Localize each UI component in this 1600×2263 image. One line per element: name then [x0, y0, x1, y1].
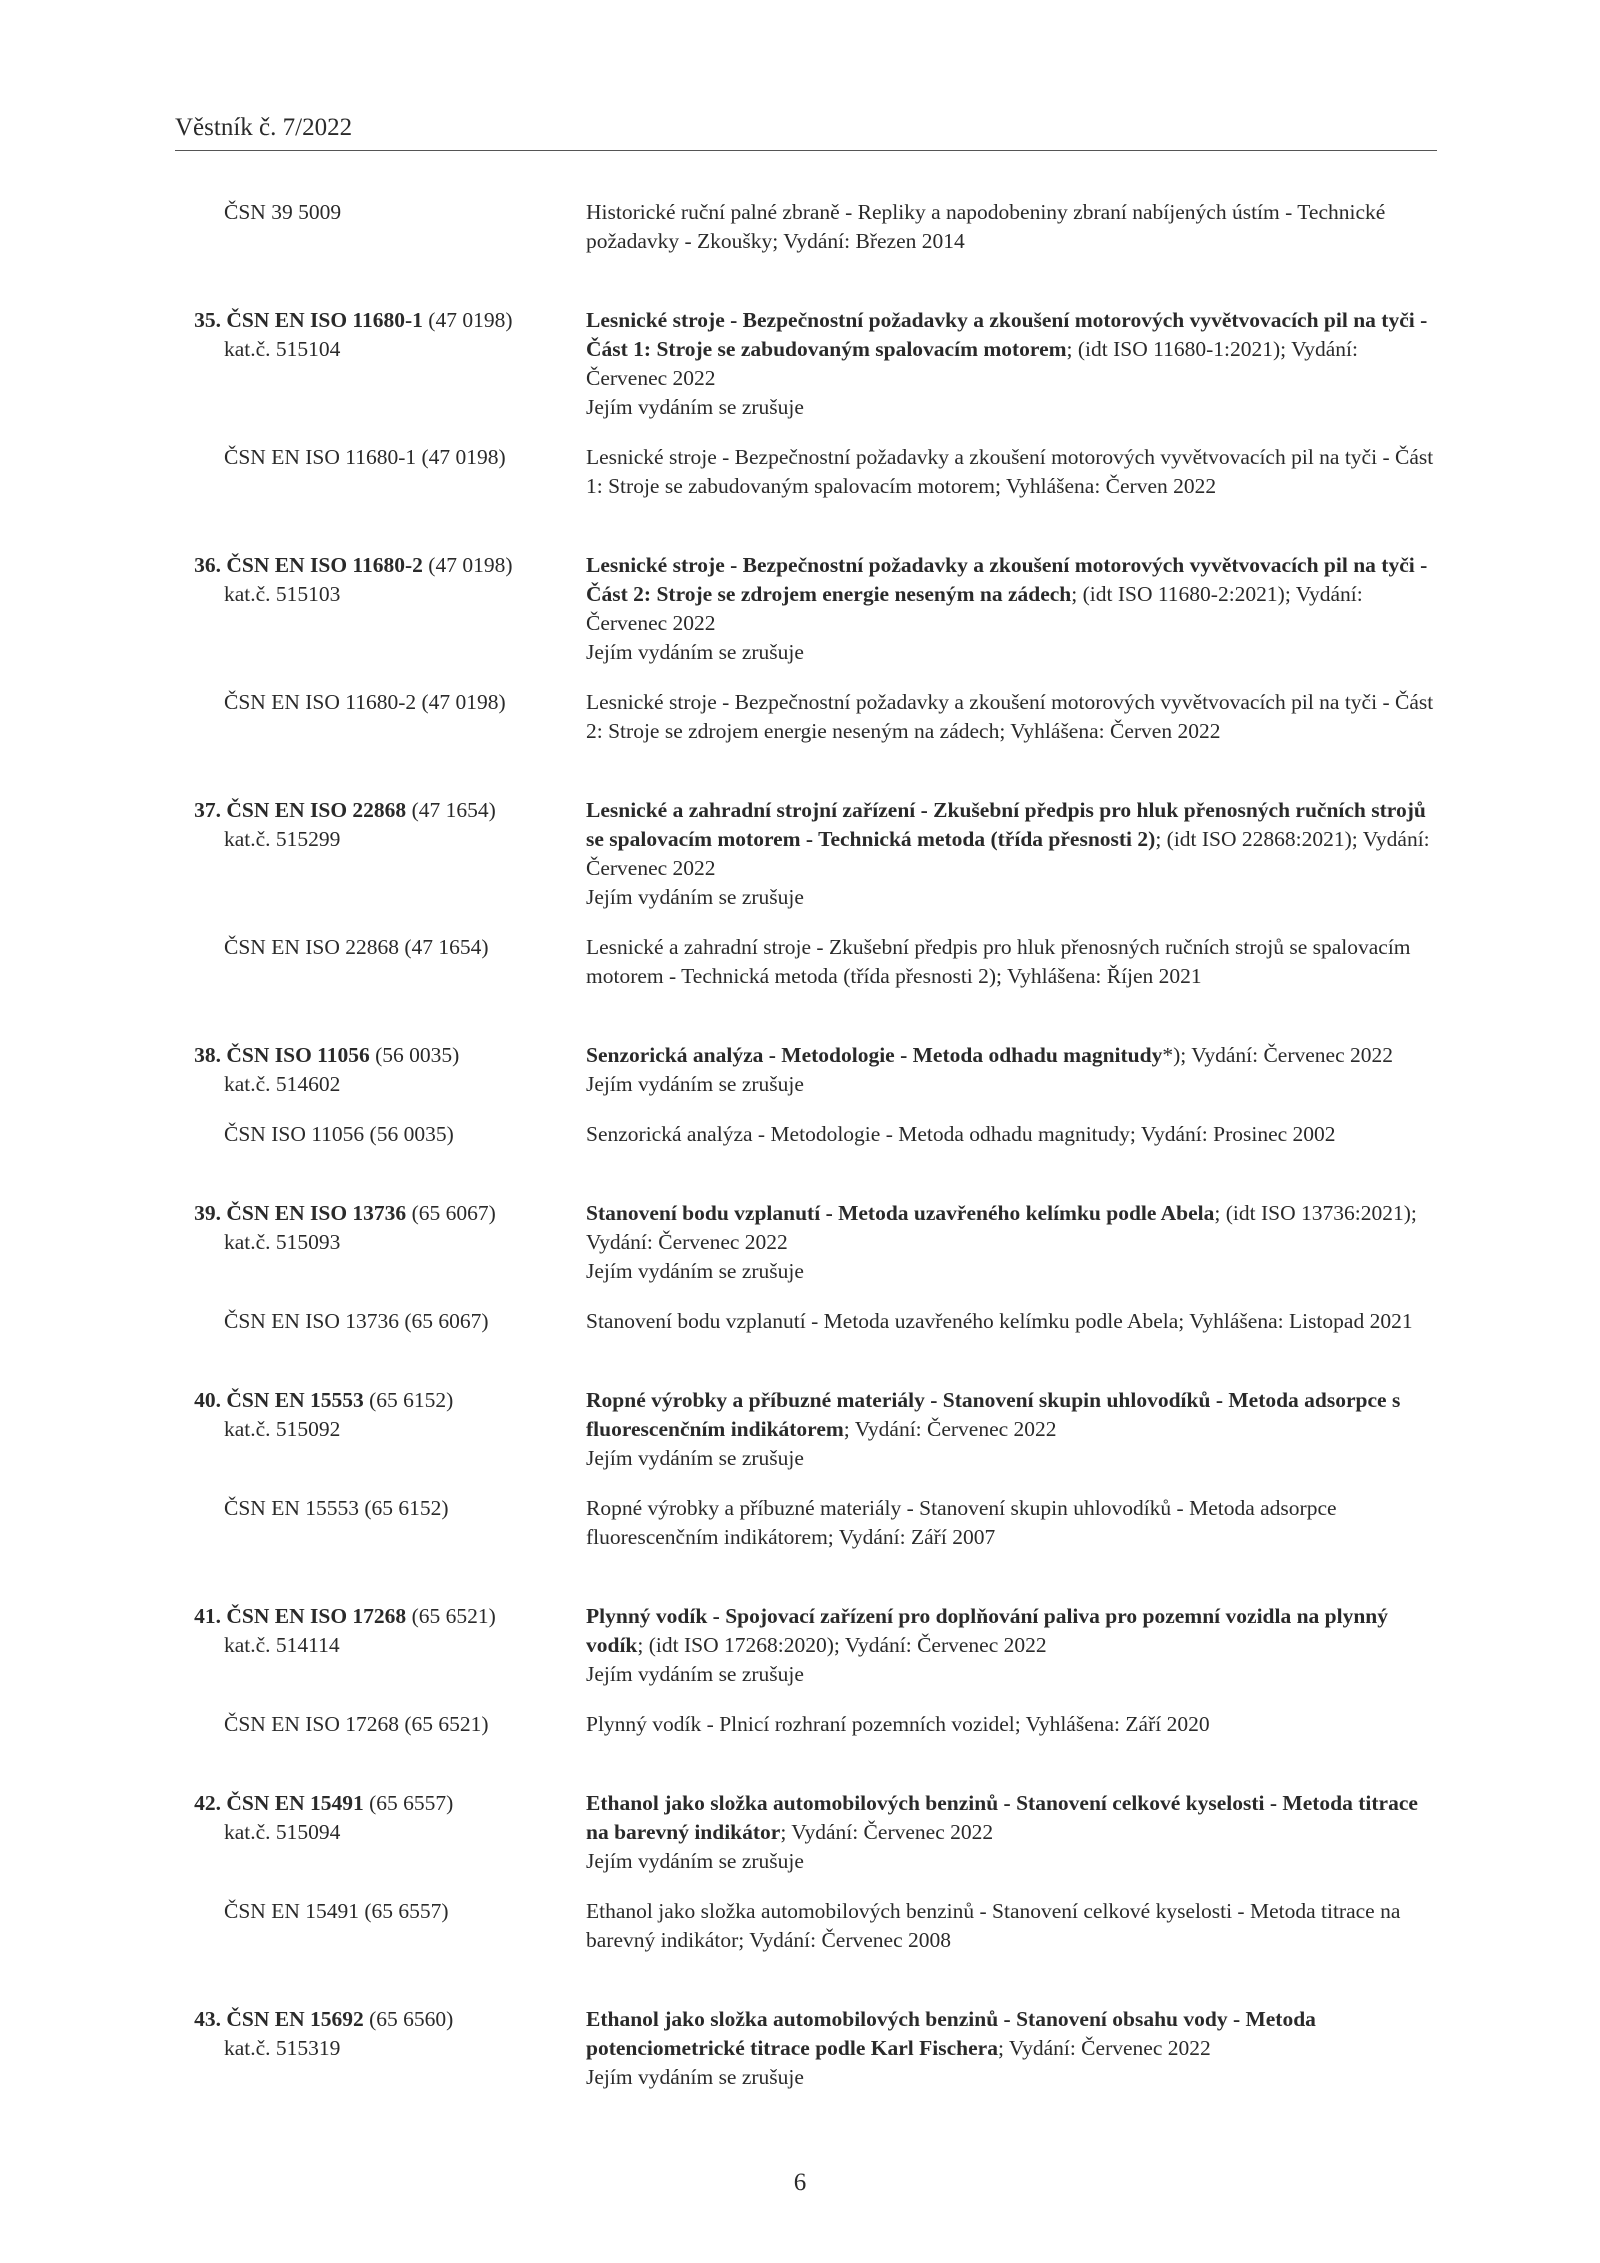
cancellation-note: Jejím vydáním se zrušuje	[586, 395, 804, 419]
standard-entry	[175, 551, 1437, 746]
classification-code: (47 0198)	[428, 553, 513, 577]
standard-code: ČSN EN ISO 11680-1	[226, 308, 423, 332]
standard-id-cell	[175, 1041, 586, 1099]
withdrawn-description: Lesnické a zahradní stroje - Zkušební předpis pro hluk přenosných ručních strojů se spalovacím motorem - Technická metoda (třída přesnosti 2); Vyhlášena: Říjen 2021	[586, 935, 1411, 988]
standard-entry	[175, 306, 1437, 501]
withdrawn-code-cell	[175, 198, 586, 256]
entry-number: 36.	[194, 553, 221, 577]
cancellation-note: Jejím vydáním se zrušuje	[586, 1662, 804, 1686]
classification-code: (65 6152)	[369, 1388, 454, 1412]
catalog-number: kat.č. 514602	[224, 1072, 341, 1096]
standard-title: Plynný vodík - Spojovací zařízení pro doplňování paliva pro pozemní vozidla na plynný vodík	[586, 1604, 1389, 1657]
standard-title: Lesnické stroje - Bezpečnostní požadavky a zkoušení motorových vyvětvovacích pil na tyči - Část 1: Stroje se zabudovaným spalovacím motorem	[586, 308, 1428, 361]
standards-list	[175, 198, 1437, 2142]
standard-id-line	[175, 796, 586, 825]
standard-entry	[175, 1199, 1437, 1336]
standard-publication-info: ; (idt ISO 13736:2021); Vydání: Červenec 2022	[586, 1201, 1417, 1254]
standard-entry	[175, 1041, 1437, 1149]
standard-id-line	[175, 2005, 586, 2034]
standard-id-line	[175, 1789, 586, 1818]
standard-code: ČSN EN 15491	[226, 1791, 364, 1815]
standard-id-cell	[175, 796, 586, 912]
standard-description	[586, 1041, 1437, 1099]
new-standard-row	[175, 1041, 1437, 1099]
catalog-number: kat.č. 515094	[224, 1820, 341, 1844]
withdrawn-code: ČSN EN ISO 13736 (65 6067)	[224, 1309, 489, 1333]
withdrawn-code: ČSN EN ISO 22868 (47 1654)	[224, 935, 489, 959]
withdrawn-code: ČSN ISO 11056 (56 0035)	[224, 1122, 454, 1146]
cancellation-note: Jejím vydáním se zrušuje	[586, 1849, 804, 1873]
standard-code: ČSN EN 15692	[226, 2007, 364, 2031]
withdrawn-row	[175, 1307, 1437, 1336]
withdrawn-code-cell	[175, 1120, 586, 1149]
withdrawn-description: Lesnické stroje - Bezpečnostní požadavky a zkoušení motorových vyvětvovacích pil na tyči - Část 1: Stroje se zabudovaným spalovacím motorem; Vyhlášena: Červen 2022	[586, 445, 1434, 498]
cancellation-note: Jejím vydáním se zrušuje	[586, 1446, 804, 1470]
classification-code: (47 1654)	[411, 798, 496, 822]
entry-number: 38.	[194, 1043, 221, 1067]
withdrawn-code-cell	[175, 1897, 586, 1955]
standard-id-cell	[175, 1602, 586, 1689]
entry-number: 42.	[194, 1791, 221, 1815]
standard-description	[586, 1199, 1437, 1286]
standard-code: ČSN EN ISO 13736	[226, 1201, 407, 1225]
classification-code: (65 6557)	[369, 1791, 454, 1815]
standard-publication-info: ; (idt ISO 17268:2020); Vydání: Červenec 2022	[637, 1633, 1047, 1657]
catalog-number: kat.č. 515093	[224, 1230, 341, 1254]
standard-entry	[175, 2005, 1437, 2092]
withdrawn-row	[175, 688, 1437, 746]
withdrawn-description: Lesnické stroje - Bezpečnostní požadavky a zkoušení motorových vyvětvovacích pil na tyči - Část 2: Stroje se zdrojem energie neseným na zádech; Vyhlášena: Červen 2022	[586, 690, 1434, 743]
withdrawn-code: ČSN 39 5009	[224, 200, 342, 224]
standard-id-line	[175, 306, 586, 335]
catalog-number: kat.č. 515092	[224, 1417, 341, 1441]
standard-id-cell	[175, 1386, 586, 1473]
standard-description	[586, 551, 1437, 667]
withdrawn-code: ČSN EN 15553 (65 6152)	[224, 1496, 449, 1520]
standard-title: Ethanol jako složka automobilových benzinů - Stanovení obsahu vody - Metoda potenciometrické titrace podle Karl Fischera	[586, 2007, 1316, 2060]
new-standard-row	[175, 1199, 1437, 1286]
standard-description	[586, 1789, 1437, 1876]
cancellation-note: Jejím vydáním se zrušuje	[586, 2065, 804, 2089]
standard-publication-info: ; Vydání: Červenec 2022	[997, 2036, 1211, 2060]
withdrawn-code-cell	[175, 1494, 586, 1552]
standard-id-line	[175, 551, 586, 580]
catalog-number: kat.č. 515299	[224, 827, 341, 851]
entry-number: 35.	[194, 308, 221, 332]
standard-title: Lesnické stroje - Bezpečnostní požadavky a zkoušení motorových vyvětvovacích pil na tyči - Část 2: Stroje se zdrojem energie neseným na zádech	[586, 553, 1428, 606]
standard-id-cell	[175, 1789, 586, 1876]
standard-code: ČSN ISO 11056	[226, 1043, 370, 1067]
withdrawn-description: Plynný vodík - Plnicí rozhraní pozemních vozidel; Vyhlášena: Září 2020	[586, 1712, 1210, 1736]
new-standard-row	[175, 1386, 1437, 1473]
standard-id-cell	[175, 1199, 586, 1286]
standard-id-cell	[175, 551, 586, 667]
catalog-number: kat.č. 514114	[224, 1633, 340, 1657]
standard-description	[586, 796, 1437, 912]
catalog-number: kat.č. 515104	[224, 337, 341, 361]
classification-code: (56 0035)	[375, 1043, 460, 1067]
withdrawn-row	[175, 933, 1437, 991]
standard-publication-info: ; (idt ISO 11680-2:2021); Vydání: Červenec 2022	[586, 582, 1363, 635]
withdrawn-code-cell	[175, 1307, 586, 1336]
withdrawn-code: ČSN EN ISO 11680-2 (47 0198)	[224, 690, 506, 714]
new-standard-row	[175, 306, 1437, 422]
cancellation-note: Jejím vydáním se zrušuje	[586, 640, 804, 664]
standard-title: Ethanol jako složka automobilových benzinů - Stanovení celkové kyselosti - Metoda titrace na barevný indikátor	[586, 1791, 1418, 1844]
standard-code: ČSN EN ISO 11680-2	[226, 553, 423, 577]
withdrawn-description: Stanovení bodu vzplanutí - Metoda uzavřeného kelímku podle Abela; Vyhlášena: Listopad 2021	[586, 1309, 1413, 1333]
entry-number: 41.	[194, 1604, 221, 1628]
standard-title: Ropné výrobky a příbuzné materiály - Stanovení skupin uhlovodíků - Metoda adsorpce s fluorescenčním indikátorem	[586, 1388, 1401, 1441]
standard-description	[586, 1386, 1437, 1473]
standard-title: Stanovení bodu vzplanutí - Metoda uzavřeného kelímku podle Abela	[586, 1201, 1215, 1225]
standard-id-line	[175, 1386, 586, 1415]
standard-description	[586, 306, 1437, 422]
entries-container	[175, 306, 1437, 2092]
new-standard-row	[175, 2005, 1437, 2092]
page-number: 6	[793, 2169, 807, 2196]
page-header	[175, 112, 1437, 151]
classification-code: (47 0198)	[428, 308, 513, 332]
withdrawn-description: Senzorická analýza - Metodologie - Metoda odhadu magnitudy; Vydání: Prosinec 2002	[586, 1122, 1336, 1146]
catalog-number: kat.č. 515103	[224, 582, 341, 606]
new-standard-row	[175, 1602, 1437, 1689]
standard-entry	[175, 796, 1437, 991]
standard-id-line	[175, 1041, 586, 1070]
classification-code: (65 6067)	[411, 1201, 496, 1225]
withdrawn-description: Ropné výrobky a příbuzné materiály - Stanovení skupin uhlovodíků - Metoda adsorpce fluorescenčním indikátorem; Vydání: Září 2007	[586, 1496, 1337, 1549]
withdrawn-code-cell	[175, 443, 586, 501]
standard-publication-info: ; Vydání: Červenec 2022	[843, 1417, 1057, 1441]
bulletin-title: Věstník č. 7/2022	[175, 114, 353, 141]
cancellation-note: Jejím vydáním se zrušuje	[586, 1259, 804, 1283]
classification-code: (65 6560)	[369, 2007, 454, 2031]
new-standard-row	[175, 796, 1437, 912]
standard-id-cell	[175, 2005, 586, 2092]
standard-id-line	[175, 1199, 586, 1228]
withdrawn-code: ČSN EN ISO 11680-1 (47 0198)	[224, 445, 506, 469]
withdrawn-row	[175, 1897, 1437, 1955]
withdrawn-code: ČSN EN ISO 17268 (65 6521)	[224, 1712, 489, 1736]
withdrawn-code-cell	[175, 1710, 586, 1739]
standard-entry	[175, 1789, 1437, 1955]
new-standard-row	[175, 1789, 1437, 1876]
cancellation-note: Jejím vydáním se zrušuje	[586, 885, 804, 909]
entry-number: 39.	[194, 1201, 221, 1225]
entry-number: 37.	[194, 798, 221, 822]
page-footer	[0, 2168, 1600, 2198]
withdrawn-row	[175, 1710, 1437, 1739]
standard-title: Lesnické a zahradní strojní zařízení - Zkušební předpis pro hluk přenosných ručních strojů se spalovacím motorem - Technická metoda (třída přesnosti 2)	[586, 798, 1426, 851]
cancellation-note: Jejím vydáním se zrušuje	[586, 1072, 804, 1096]
withdrawn-code-cell	[175, 933, 586, 991]
catalog-number: kat.č. 515319	[224, 2036, 341, 2060]
standard-publication-info: *); Vydání: Červenec 2022	[1162, 1043, 1394, 1067]
withdrawn-row	[175, 443, 1437, 501]
withdrawn-description: Historické ruční palné zbraně - Repliky a napodobeniny zbraní nabíjených ústím - Technické požadavky - Zkoušky; Vydání: Březen 2014	[586, 200, 1386, 253]
classification-code: (65 6521)	[411, 1604, 496, 1628]
standard-description	[586, 2005, 1437, 2092]
withdrawn-row	[175, 1120, 1437, 1149]
withdrawn-row	[175, 198, 1437, 256]
standard-publication-info: ; (idt ISO 11680-1:2021); Vydání: Červenec 2022	[586, 337, 1358, 390]
standard-id-line	[175, 1602, 586, 1631]
withdrawn-row	[175, 1494, 1437, 1552]
standard-id-cell	[175, 306, 586, 422]
standard-code: ČSN EN ISO 22868	[226, 798, 407, 822]
withdrawn-code-cell	[175, 688, 586, 746]
entry-number: 40.	[194, 1388, 221, 1412]
standard-code: ČSN EN ISO 17268	[226, 1604, 407, 1628]
standard-title: Senzorická analýza - Metodologie - Metoda odhadu magnitudy	[586, 1043, 1163, 1067]
standard-description	[586, 1602, 1437, 1689]
withdrawn-code: ČSN EN 15491 (65 6557)	[224, 1899, 449, 1923]
standard-entry	[175, 1386, 1437, 1552]
standard-entry	[175, 1602, 1437, 1739]
withdrawn-description: Ethanol jako složka automobilových benzinů - Stanovení celkové kyselosti - Metoda titrace na barevný indikátor; Vydání: Červenec 2008	[586, 1899, 1401, 1952]
continued-entry	[175, 198, 1437, 256]
standard-publication-info: ; (idt ISO 22868:2021); Vydání: Červenec 2022	[586, 827, 1430, 880]
entry-number: 43.	[194, 2007, 221, 2031]
new-standard-row	[175, 551, 1437, 667]
standard-publication-info: ; Vydání: Červenec 2022	[780, 1820, 994, 1844]
standard-code: ČSN EN 15553	[226, 1388, 364, 1412]
